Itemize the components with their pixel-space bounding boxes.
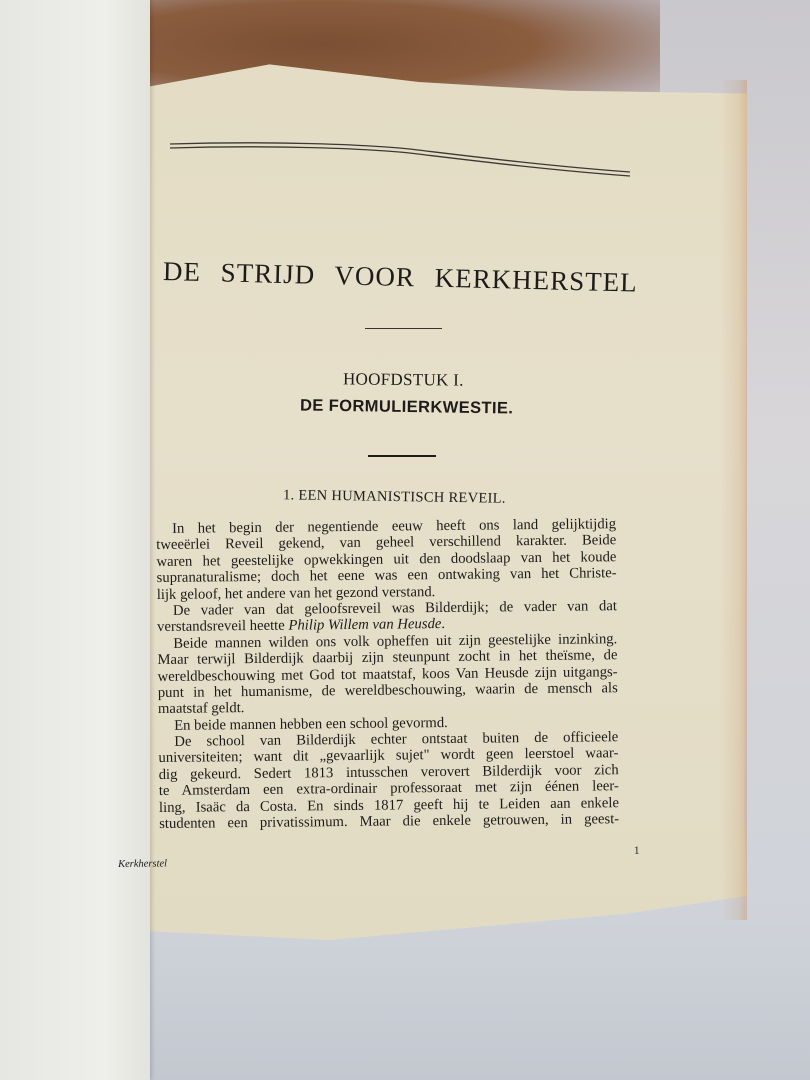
text-line: De school van Bilderdijk echter ontstaat buiten de officieele (174, 729, 619, 750)
text-line: universiteiten; want dit „gevaarlijk sujet" wordt geen leerstoel waar- (158, 745, 619, 767)
text-run: . (441, 616, 446, 633)
text-line: tweeërlei Reveil gekend, van geheel verschillend karakter. Beide (156, 532, 617, 554)
text-line: punt in het humanisme, de wereldbeschouwing, waarin de mensch als (157, 680, 618, 701)
text-run: verstandsreveil heette (157, 617, 289, 636)
text-line: wereldbeschouwing met God tot maatstaf, koos Van Heusde zijn uitgangs- (157, 663, 618, 685)
text-line: ling, Isaäc da Costa. En sinds 1817 geeft hij te Leiden aan enkele (158, 794, 620, 816)
person-name-italic: Philip Willem van Heusde (288, 616, 442, 634)
text-line: De vader van dat geloofsreveil was Bilderdijk; de vader van dat (172, 598, 618, 619)
page-number: 1 (633, 844, 640, 857)
section-heading: 1. EEN HUMANISTISCH REVEIL. (282, 487, 506, 507)
text-line: te Amsterdam een extra-ordinair professoraat met zijn éénen leer- (158, 778, 619, 800)
text-line: Beide mannen wilden ons volk opheffen uit zijn geestelijke inzinking. (173, 630, 618, 652)
chapter-divider (368, 455, 436, 457)
text-line: waren het geestelijke opwekkingen uit den doodslaap van het koude (156, 548, 617, 570)
signature-mark: Kerkherstel (118, 858, 168, 870)
text-line: maatstaf geldt. (157, 700, 245, 718)
decorative-double-rule (168, 136, 633, 181)
text-line: Maar terwijl Bilderdijk daarbij zijn steunpunt zocht in het theïsme, de (157, 647, 618, 669)
text-line: In het begin der negentiende eeuw heeft ons land gelijktijdig (171, 516, 617, 537)
text-line: En beide mannen hebben een school gevormd. (174, 714, 448, 734)
text-line: lijk geloof, het andere van het gezond verstand. (156, 583, 436, 603)
page-edge-shading (720, 80, 747, 920)
chapter-label: HOOFDSTUK I. (342, 369, 464, 390)
book-title: DE STRIJD VOOR KERKHERSTEL (162, 256, 639, 298)
book-cover-left (0, 0, 150, 1080)
title-divider (365, 328, 442, 329)
body-text (156, 516, 619, 832)
chapter-title: DE FORMULIERKWESTIE. (299, 396, 514, 418)
text-line: supranaturalisme; doch het eene was een ontwaking van het Christe- (156, 565, 617, 587)
text-line: dig gekeurd. Sedert 1813 intusschen verovert Bilderdijk voor zich (158, 762, 619, 783)
text-line: studenten een privatissimum. Maar die enkele getrouwen, in geest- (159, 811, 620, 833)
